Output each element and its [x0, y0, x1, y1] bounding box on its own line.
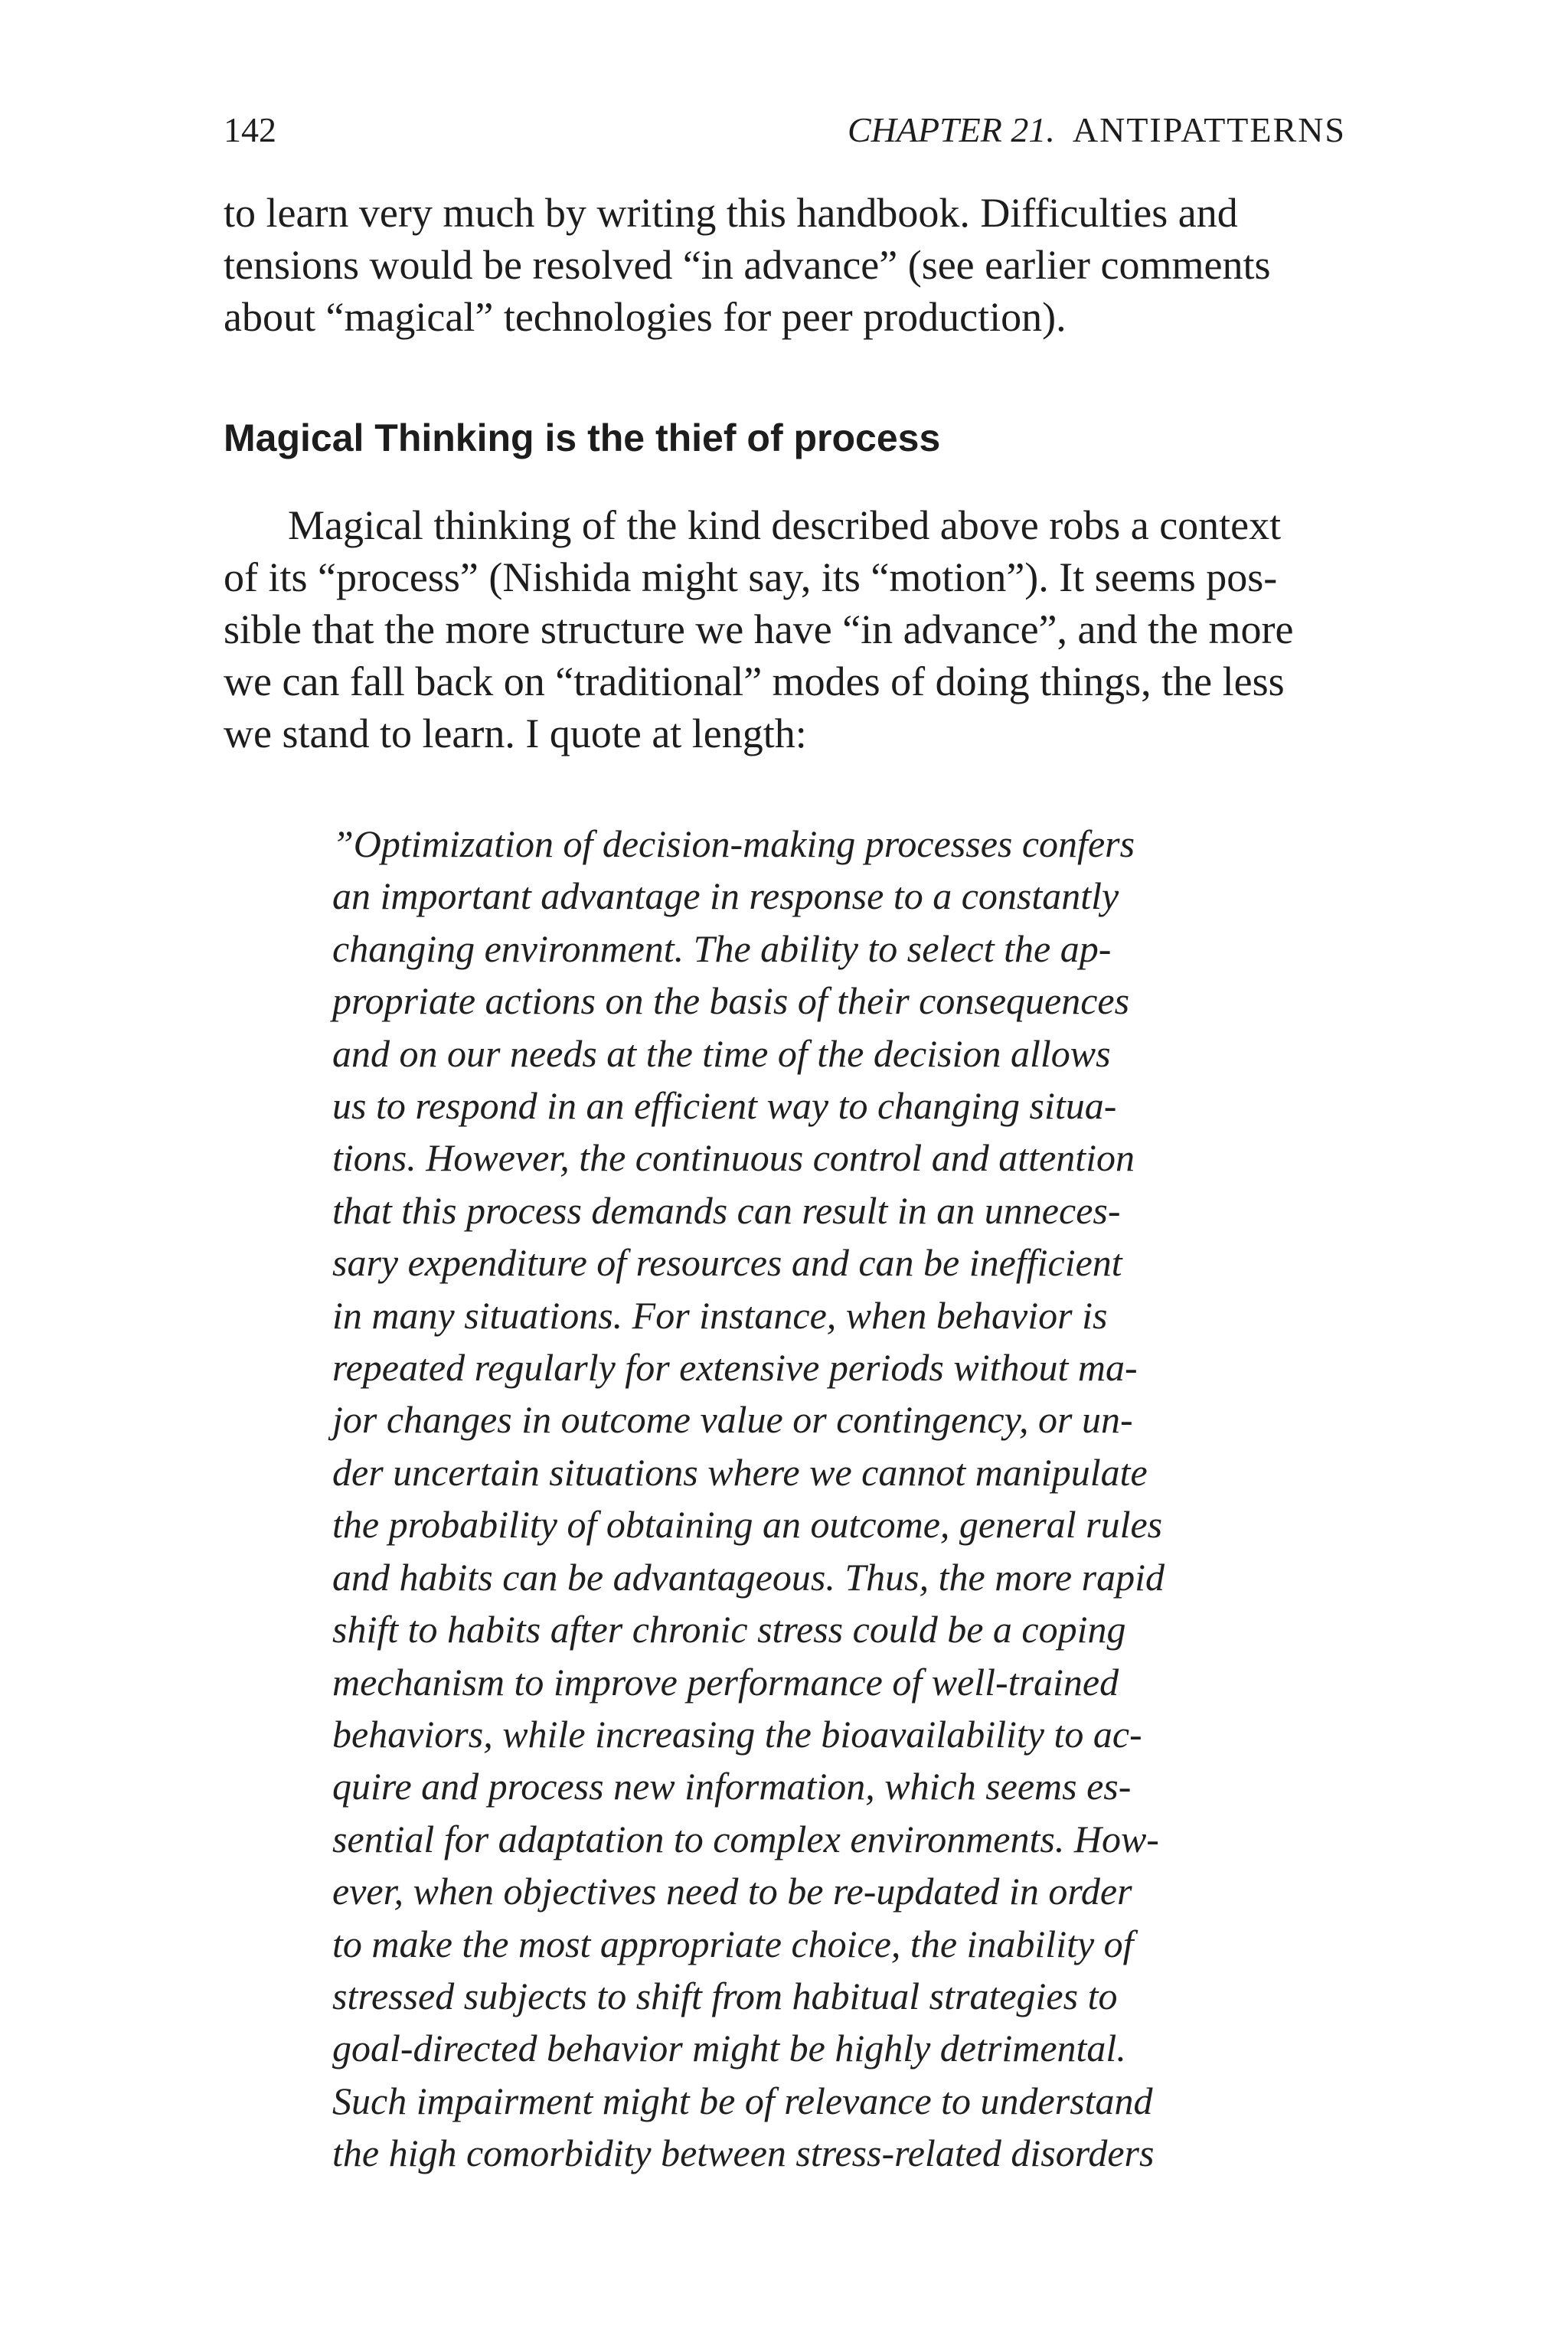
quote-line: and on our needs at the time of the decision allows — [332, 1031, 1111, 1075]
quote-line: ever, when objectives need to be re-updated in order — [332, 1870, 1132, 1913]
quote-line: an important advantage in response to a constantly — [332, 874, 1119, 918]
quote-line: stressed subjects to shift from habitual strategies to — [332, 1974, 1118, 2017]
paragraph-line: we stand to learn. I quote at length: — [224, 710, 807, 756]
quote-line: in many situations. For instance, when behavior is — [332, 1293, 1108, 1337]
quote-line: changing environment. The ability to select the ap- — [332, 926, 1112, 970]
quote-line: the probability of obtaining an outcome, general rules — [332, 1503, 1163, 1547]
intro-line: to learn very much by writing this handbook. Difficulties and — [224, 190, 1238, 236]
quote-line: Such impairment might be of relevance to understand — [332, 2079, 1153, 2122]
quote-line: der uncertain situations where we cannot manipulate — [332, 1450, 1148, 1494]
quote-line: to make the most appropriate choice, the inability of — [332, 1922, 1134, 1965]
page-number: 142 — [224, 110, 276, 149]
quote-line: jor changes in outcome value or contingency, or un- — [332, 1398, 1133, 1442]
chapter-name: ANTIPATTERNS — [1072, 110, 1346, 149]
quote-line: the high comorbidity between stress-related disorders — [332, 2132, 1155, 2175]
chapter-title — [848, 106, 1346, 155]
quote-line: behaviors, while increasing the bioavailability to ac- — [332, 1712, 1142, 1756]
intro-line: tensions would be resolved “in advance” (see earlier comments — [224, 242, 1271, 288]
quote-line: mechanism to improve performance of well-trained — [332, 1660, 1119, 1704]
quote-line: shift to habits after chronic stress could be a coping — [332, 1608, 1126, 1651]
section-paragraph — [224, 499, 1346, 760]
quote-line: quire and process new information, which seems es- — [332, 1765, 1132, 1808]
paragraph-line: Magical thinking of the kind described above robs a context — [288, 502, 1282, 548]
paragraph-line: we can fall back on “traditional” modes of doing things, the less — [224, 658, 1285, 704]
quote-line: ”Optimization of decision-making processes confers — [332, 822, 1135, 865]
quote-line: propriate actions on the basis of their consequences — [332, 979, 1130, 1023]
intro-line: about “magical” technologies for peer production). — [224, 294, 1067, 340]
paragraph-line: sible that the more structure we have “in advance”, and the more — [224, 606, 1294, 652]
block-quote — [332, 818, 1236, 2180]
quote-line: tions. However, the continuous control and attention — [332, 1136, 1135, 1180]
quote-line: and habits can be advantageous. Thus, the more rapid — [332, 1555, 1165, 1599]
quote-line: sential for adaptation to complex environments. How- — [332, 1817, 1159, 1860]
intro-paragraph — [224, 187, 1346, 343]
quote-line: sary expenditure of resources and can be inefficient — [332, 1241, 1122, 1285]
running-header — [224, 106, 1346, 155]
quote-line: us to respond in an efficient way to changing situa- — [332, 1084, 1117, 1128]
paragraph-line: of its “process” (Nishida might say, its “motion”). It seems pos- — [224, 554, 1278, 600]
section-heading: Magical Thinking is the thief of process — [224, 416, 941, 459]
quote-line: repeated regularly for extensive periods without ma- — [332, 1346, 1138, 1390]
quote-line: that this process demands can result in an unneces- — [332, 1188, 1121, 1232]
chapter-label: CHAPTER 21. — [847, 110, 1055, 149]
quote-line: goal-directed behavior might be highly detrimental. — [332, 2027, 1126, 2070]
